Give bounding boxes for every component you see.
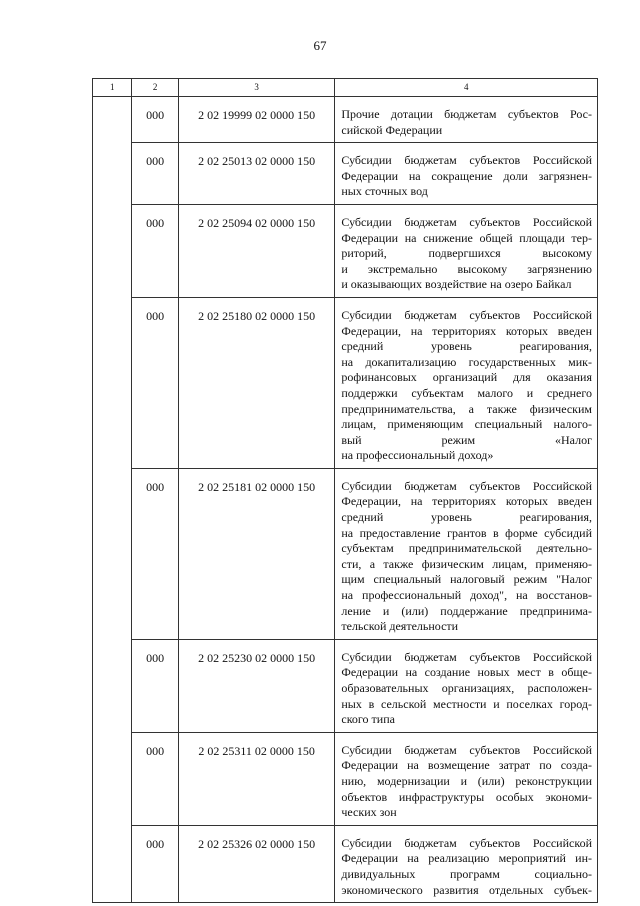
admin-code-cell: 000 <box>132 204 178 297</box>
name-line: ского типа <box>341 712 395 727</box>
name-line: Субсидии бюджетам субъектов Российской <box>341 214 592 229</box>
name-line: Субсидии бюджетам субъектов Российской <box>341 307 592 322</box>
table-header-row <box>93 79 598 97</box>
name-line: субъектам предпринимательской деятельно- <box>341 541 592 556</box>
name-line: Федерации на реализацию мероприятий ин- <box>341 851 592 866</box>
table-row <box>93 97 598 143</box>
name-line: нию, модернизации и (или) реконструкции <box>341 773 592 788</box>
name-line: Субсидии бюджетам субъектов Российской <box>341 649 592 664</box>
budget-code-cell: 2 02 25180 02 0000 150 <box>178 297 335 468</box>
name-line: Федерации на снижение общей площади тер- <box>341 230 592 245</box>
empty-cell <box>93 97 132 903</box>
table-row <box>93 825 598 902</box>
budget-code-cell: 2 02 19999 02 0000 150 <box>178 97 335 143</box>
name-line: дивидуальных программ социально- <box>341 866 592 881</box>
table-row <box>93 204 598 297</box>
admin-code-cell: 000 <box>132 732 178 825</box>
table-row <box>93 732 598 825</box>
name-line: тельской деятельности <box>341 619 459 634</box>
budget-classification-table <box>92 78 598 903</box>
name-line: Федерации на сокращение доли загрязнен- <box>341 168 592 183</box>
name-line: образовательных организациях, расположен- <box>341 681 592 695</box>
name-line: ческих зон <box>341 805 397 820</box>
budget-code-cell: 2 02 25181 02 0000 150 <box>178 468 335 639</box>
name-line: лицам, применяющим специальный налого- <box>341 417 592 432</box>
column-header-1: 1 <box>93 79 132 97</box>
name-line: Субсидии бюджетам субъектов Российской <box>341 153 592 168</box>
name-line: ление и (или) поддержание предпринима- <box>341 603 592 618</box>
name-line: предпринимательства, а также физическим <box>341 401 592 416</box>
admin-code-cell: 000 <box>132 143 178 205</box>
name-cell <box>335 639 598 732</box>
name-cell <box>335 204 598 297</box>
name-line: и оказывающих воздействие на озеро Байкал <box>341 277 572 292</box>
budget-code-cell: 2 02 25013 02 0000 150 <box>178 143 335 205</box>
column-header-4: 4 <box>335 79 598 97</box>
name-line: Субсидии бюджетам субъектов Российской <box>341 478 592 493</box>
name-line: Федерации на возмещение затрат по созда- <box>341 758 592 773</box>
admin-code-cell: 000 <box>132 825 178 902</box>
admin-code-cell: 000 <box>132 297 178 468</box>
name-line: Субсидии бюджетам субъектов Российской <box>341 742 592 757</box>
name-cell <box>335 732 598 825</box>
table-row <box>93 639 598 732</box>
name-line: Федерации, на территориях которых введен <box>341 494 592 509</box>
name-line: Прочие дотации бюджетам субъектов Рос- <box>341 107 592 121</box>
name-line: на профессиональный доход", на восстанов- <box>341 588 592 603</box>
name-line: вый режим «Налог <box>341 432 592 447</box>
admin-code-cell: 000 <box>132 97 178 143</box>
name-line: сти, а также физическим лицам, применяю- <box>341 556 592 571</box>
name-line: экономического развития отдельных субъек- <box>341 882 592 897</box>
column-header-3: 3 <box>178 79 335 97</box>
name-line: Субсидии бюджетам субъектов Российской <box>341 835 592 850</box>
table-row <box>93 143 598 205</box>
name-cell <box>335 825 598 902</box>
name-cell <box>335 97 598 143</box>
table-body <box>93 97 598 903</box>
name-line: ных в сельской местности и поселках город- <box>341 696 592 711</box>
table-row <box>93 297 598 468</box>
name-line: рофинансовых организаций для оказания <box>341 370 592 385</box>
admin-code-cell: 000 <box>132 468 178 639</box>
page-number: 67 <box>313 38 327 53</box>
table-row <box>93 468 598 639</box>
name-line: средний уровень реагирования, <box>341 339 592 354</box>
name-line: сийской Федерации <box>341 122 443 137</box>
name-line: на профессиональный доход» <box>341 448 494 463</box>
budget-code-cell: 2 02 25094 02 0000 150 <box>178 204 335 297</box>
name-line: Федерации на создание новых мест в обще- <box>341 665 592 680</box>
name-line: риторий, подвергшихся высокому <box>341 246 592 261</box>
admin-code-cell: 000 <box>132 639 178 732</box>
name-cell <box>335 297 598 468</box>
name-cell <box>335 468 598 639</box>
name-line: на предоставление грантов в форме субсидий <box>341 525 592 540</box>
name-line: Федерации, на территориях которых введен <box>341 323 592 338</box>
budget-code-cell: 2 02 25230 02 0000 150 <box>178 639 335 732</box>
column-header-2: 2 <box>132 79 178 97</box>
name-line: и экстремально высокому загрязнению <box>341 261 592 276</box>
name-line: объектов инфраструктуры особых экономи- <box>341 789 592 804</box>
name-cell <box>335 143 598 205</box>
budget-code-cell: 2 02 25326 02 0000 150 <box>178 825 335 902</box>
name-line: на докапитализацию государственных мик- <box>341 354 592 369</box>
name-line: щим специальный налоговый режим "Налог <box>341 572 592 587</box>
name-line: средний уровень реагирования, <box>341 510 592 525</box>
name-line: ных сточных вод <box>341 184 428 199</box>
name-line: поддержки субъектам малого и среднего <box>341 385 592 400</box>
budget-code-cell: 2 02 25311 02 0000 150 <box>178 732 335 825</box>
